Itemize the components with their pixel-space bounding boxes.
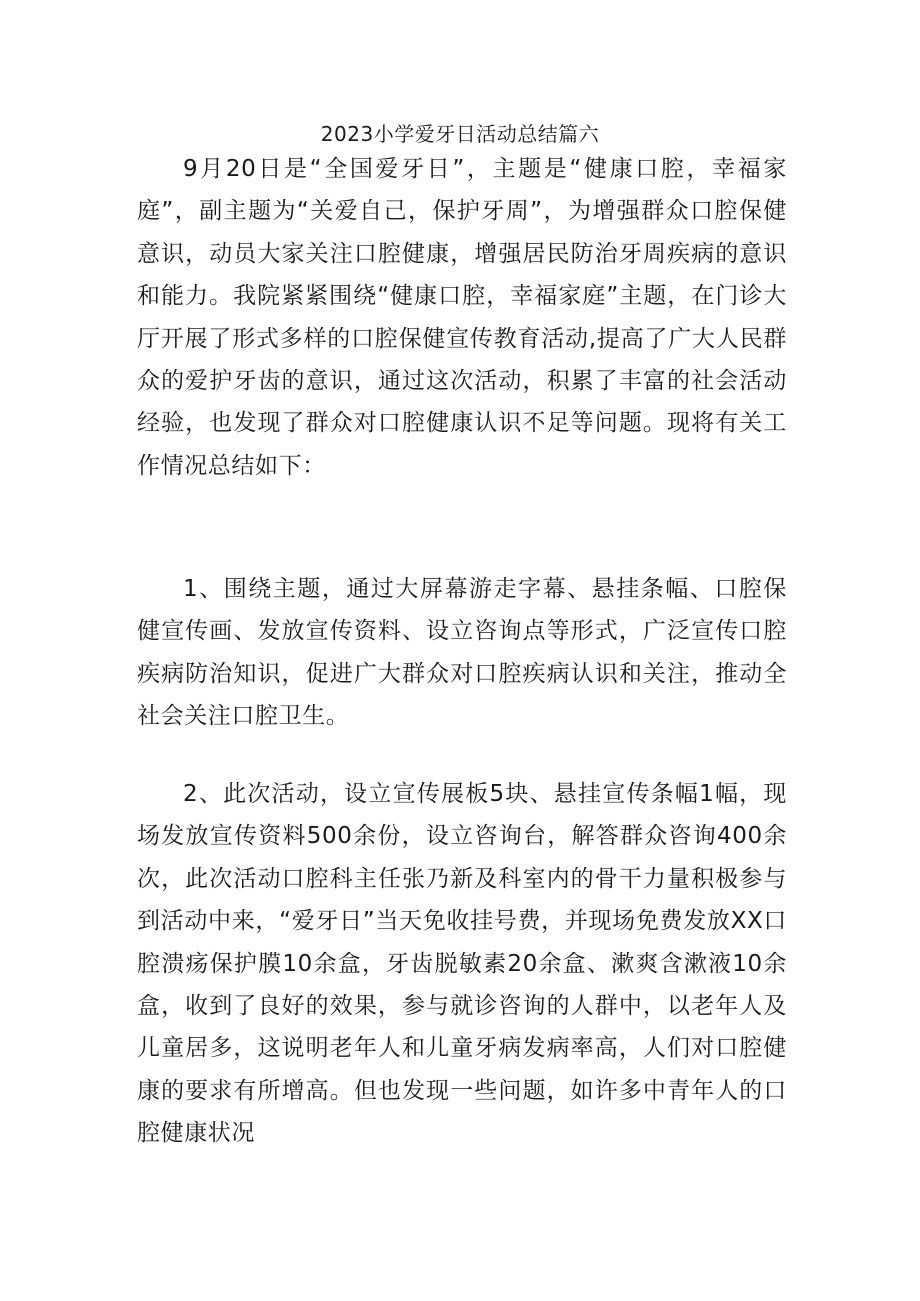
paragraph-intro: 9月20日是“全国爱牙日”，主题是“健康口腔，幸福家庭”，副主题为“关爱自己，保护牙周”，为增强群众口腔保健意识，动员大家关注口腔健康，增强居民防治牙周疾病的意识和能力。我院紧紧围绕“健康口腔，幸福家庭”主题，在门诊大厅开展了形式多样的口腔保健宣传教育活动,提高了广大人民群众的爱护牙齿的意识，通过这次活动，积累了丰富的社会活动经验，也发现了群众对口腔健康认识不足等问题。现将有关工作情况总结如下：	[137, 156, 787, 479]
document-title: 2023小学爱牙日活动总结篇六	[320, 122, 600, 146]
paragraph-item-2: 2、此次活动，设立宣传展板5块、悬挂宣传条幅1幅，现场发放宣传资料500余份，设立咨询台，解答群众咨询400余次，此次活动口腔科主任张乃新及科室内的骨干力量积极参与到活动中来，“爱牙日”当天免收挂号费，并现场免费发放XX口腔溃疡保护膜10余盒，牙齿脱敏素20余盒、漱爽含漱液10余盒，收到了良好的效果，参与就诊咨询的人群中，以老年人及儿童居多，这说明老年人和儿童牙病发病率高，人们对口腔健康的要求有所增高。但也发现一些问题，如许多中青年人的口腔健康状况	[137, 781, 787, 1147]
paragraph-item-1: 1、围绕主题，通过大屏幕游走字幕、悬挂条幅、口腔保健宣传画、发放宣传资料、设立咨询点等形式，广泛宣传口腔疾病防治知识，促进广大群众对口腔疾病认识和关注，推动全社会关注口腔卫生。	[137, 576, 787, 730]
